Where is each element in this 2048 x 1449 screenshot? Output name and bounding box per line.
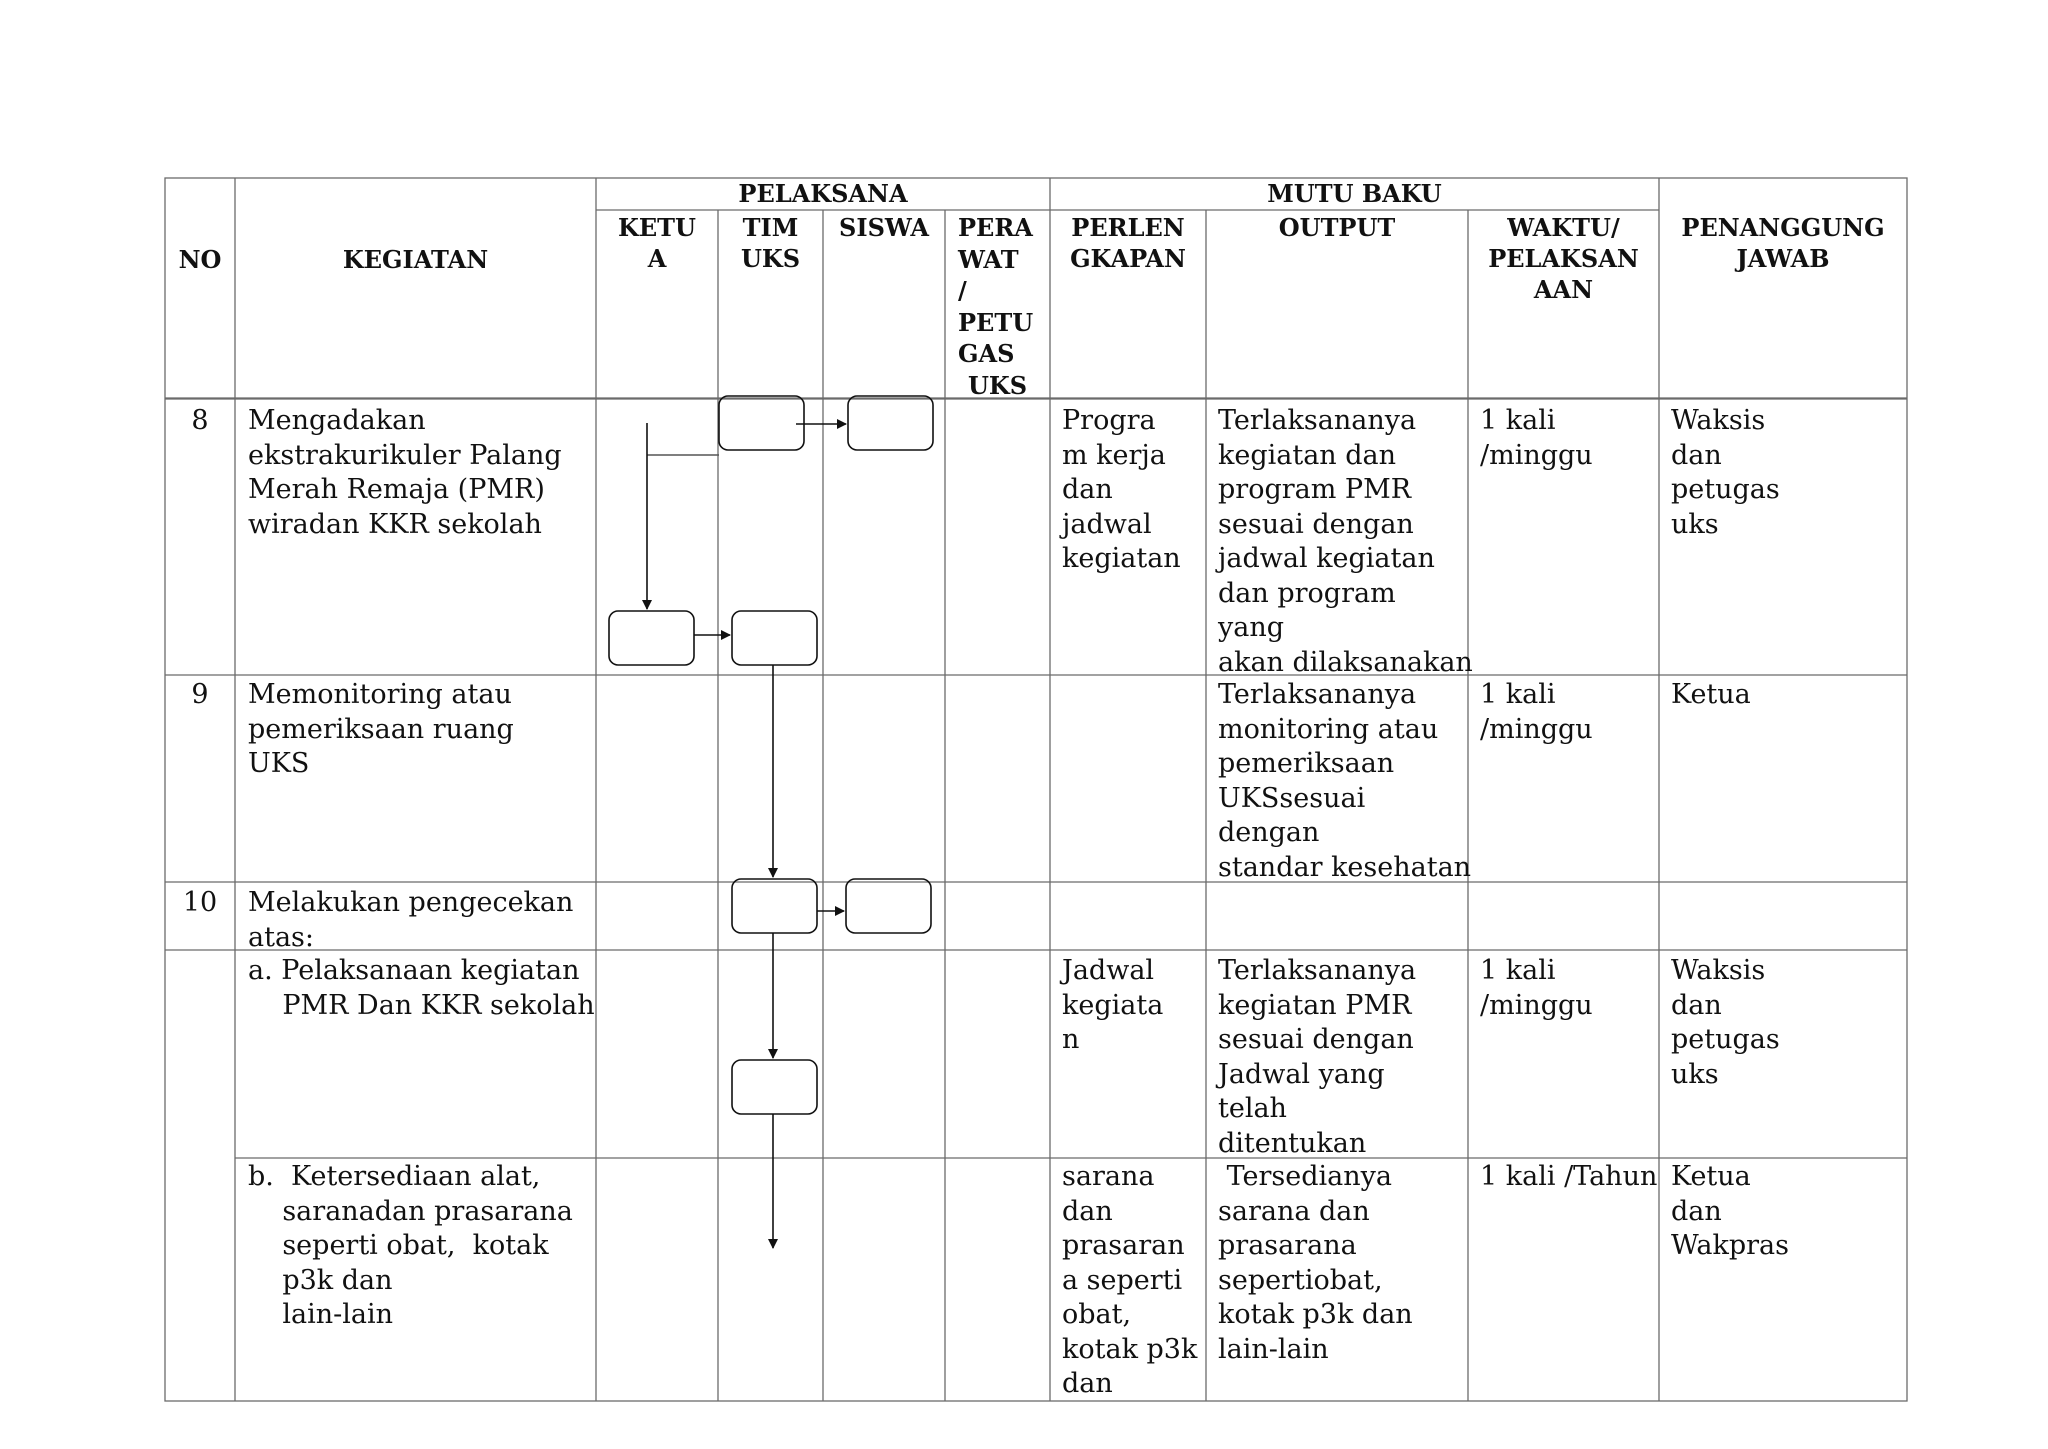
cell-kegiatan [248, 404, 593, 542]
cell-pj [1671, 404, 1901, 542]
cell-kegiatan [248, 886, 593, 955]
cell-line: prasaran [1062, 1230, 1185, 1261]
cell-line: 1 kali [1480, 679, 1556, 710]
header-pj-line: PENANGGUNG [1681, 213, 1885, 242]
header-no: NO [178, 245, 222, 274]
cell-line: a seperti [1062, 1264, 1183, 1296]
header-siswa: SISWA [839, 213, 929, 242]
cell-line: obat, [1062, 1299, 1132, 1330]
cell-line: prasarana [1218, 1230, 1357, 1261]
cell-pj [1671, 954, 1901, 1092]
cell-line: Terlaksananya [1218, 955, 1417, 986]
cell-line: Merah Remaja (PMR) [248, 474, 545, 505]
cell-line: 8 [191, 405, 209, 436]
cell-line: sesuai dengan [1218, 1024, 1414, 1055]
flow-box-tim-uks-10a [732, 1060, 817, 1114]
cell-line: dan [1062, 1368, 1113, 1399]
header-perawat-line: PERA [958, 213, 1033, 242]
header-waktu [1468, 212, 1659, 305]
cell-line: Mengadakan [248, 405, 426, 436]
cell-line: a. Pelaksanaan kegiatan [248, 955, 580, 986]
cell-line: sesuai dengan [1218, 508, 1414, 540]
cell-line: Terlaksananya [1218, 405, 1417, 436]
header-pelaksana: PELAKSANA [738, 179, 908, 208]
header-ketua-line: KETU [618, 213, 696, 242]
cell-line: Jadwal yang [1218, 1058, 1385, 1090]
cell-line: m kerja [1062, 439, 1166, 471]
cell-line: petugas [1671, 1024, 1780, 1055]
header-perlengkapan-line: GKAPAN [1070, 244, 1186, 273]
flowchart [609, 396, 933, 1248]
cell-line: uks [1671, 508, 1719, 540]
cell-line: standar kesehatan [1218, 851, 1472, 883]
cell-line: lain-lain [248, 1299, 393, 1330]
cell-output [1218, 678, 1472, 885]
cell-line: akan dilaksanakan [1218, 646, 1473, 678]
cell-line: kotak p3k [1062, 1333, 1198, 1365]
cell-line: Terlaksananya [1218, 679, 1417, 710]
cell-line: dan [1671, 1195, 1722, 1227]
cell-line: Waksis [1671, 405, 1766, 436]
cell-line: jadwal [1062, 508, 1152, 540]
cell-line: dengan [1218, 817, 1320, 848]
cell-line: dan [1671, 989, 1722, 1021]
header-perawat-line: PETU [958, 307, 1034, 337]
cell-no [165, 404, 235, 439]
flow-box-tim-uks-10 [732, 879, 817, 933]
flow-box-tim-uks-8b [732, 611, 817, 665]
cell-waktu [1480, 954, 1658, 1023]
cell-line: /minggu [1480, 439, 1593, 471]
cell-line: ditentukan [1218, 1127, 1367, 1159]
cell-line: 1 kali [1480, 955, 1556, 986]
cell-line: PMR Dan KKR sekolah [248, 989, 595, 1021]
header-ketua [596, 212, 718, 274]
cell-perlengkapan [1062, 404, 1204, 577]
header-tim-uks-line: UKS [740, 244, 801, 273]
cell-line: seperti obat, kotak [248, 1230, 549, 1261]
cell-waktu [1480, 678, 1658, 747]
header-perlengkapan [1050, 212, 1206, 274]
cell-line: UKS [248, 748, 310, 779]
cell-line: saranadan prasarana [248, 1195, 573, 1227]
header-tim-uks-line: TIM [742, 213, 799, 242]
header-waktu-line: PELAKSAN [1488, 244, 1639, 273]
cell-pj [1671, 1160, 1901, 1264]
cell-line: sepertiobat, [1218, 1264, 1383, 1296]
header-perlengkapan-line: PERLEN [1071, 213, 1185, 242]
cell-line: 1 kali [1480, 405, 1556, 436]
cell-line: uks [1671, 1058, 1719, 1090]
cell-no [165, 886, 235, 921]
header-perawat [958, 212, 1040, 402]
cell-line: n [1062, 1024, 1080, 1055]
cell-kegiatan [248, 678, 593, 782]
cell-perlengkapan [1062, 954, 1204, 1058]
cell-output [1218, 954, 1466, 1161]
cell-line: lain-lain [1218, 1333, 1329, 1365]
header-kegiatan: KEGIATAN [342, 245, 489, 274]
cell-line: /minggu [1480, 989, 1593, 1021]
cell-line: 9 [191, 679, 209, 710]
header-pj-line: JAWAB [1736, 244, 1830, 273]
cell-line: Melakukan pengecekan [248, 887, 574, 918]
cell-line: kegiata [1062, 989, 1164, 1021]
cell-line: kegiatan dan [1218, 439, 1397, 471]
cell-line: p3k dan [248, 1264, 393, 1296]
cell-line: Ketua [1671, 1161, 1751, 1192]
cell-no [165, 678, 235, 713]
cell-line: dan [1671, 439, 1722, 471]
header-perawat-line: UKS [968, 370, 1028, 400]
cell-line: dan program [1218, 577, 1396, 609]
header-perawat-line: / [958, 276, 967, 306]
cell-kegiatan [248, 1160, 593, 1333]
cell-line: jadwal kegiatan [1218, 543, 1435, 574]
cell-line: monitoring atau [1218, 713, 1439, 745]
cell-line: 10 [182, 887, 218, 918]
cell-line: ekstrakurikuler Palang [248, 439, 562, 471]
cell-line: b. Ketersediaan alat, [248, 1161, 541, 1192]
cell-line: Tersedianya [1218, 1161, 1392, 1192]
header-perawat-line: WAT [958, 244, 1019, 274]
flow-box-ketua-8 [609, 611, 694, 665]
cell-line: dan [1062, 1195, 1113, 1227]
cell-pj [1671, 678, 1901, 713]
cell-line: program PMR [1218, 474, 1412, 505]
flow-box-siswa-8 [848, 396, 933, 450]
cell-line: Progra [1062, 405, 1156, 436]
flow-box-tim-uks-8 [719, 396, 804, 450]
header-output: OUTPUT [1278, 213, 1396, 242]
header-waktu-line: WAKTU/ [1507, 213, 1620, 242]
cell-line: yang [1218, 612, 1285, 643]
cell-line: wiradan KKR sekolah [248, 508, 542, 540]
header-perawat-line: GAS [958, 339, 1015, 369]
cell-line: petugas [1671, 474, 1780, 505]
cell-line: atas: [248, 921, 314, 953]
cell-line: sarana dan [1218, 1195, 1370, 1227]
cell-output [1218, 1160, 1466, 1367]
header-penanggung-jawab [1659, 212, 1907, 274]
cell-line: Ketua [1671, 679, 1751, 710]
cell-line: 1 kali /Tahun [1480, 1161, 1658, 1192]
cell-line: telah [1218, 1093, 1287, 1124]
header-tim-uks [718, 212, 823, 274]
cell-line: kegiatan PMR [1218, 989, 1412, 1021]
header-waktu-line: AAN [1533, 275, 1594, 304]
cell-line: kegiatan [1062, 543, 1181, 574]
cell-line: pemeriksaan ruang [248, 713, 514, 745]
header-mutu-baku: MUTU BAKU [1267, 179, 1442, 208]
header-ketua-line: A [647, 244, 667, 273]
cell-kegiatan [248, 954, 593, 1023]
cell-line: Waksis [1671, 955, 1766, 986]
cell-perlengkapan [1062, 1160, 1204, 1402]
cell-line: dan [1062, 474, 1113, 505]
cell-waktu [1480, 404, 1658, 473]
cell-line: Memonitoring atau [248, 679, 512, 710]
cell-line: kotak p3k dan [1218, 1299, 1413, 1330]
cell-line: Wakpras [1671, 1230, 1790, 1261]
cell-line: /minggu [1480, 713, 1593, 745]
flow-box-siswa-10 [846, 879, 931, 933]
cell-line: pemeriksaan [1218, 748, 1395, 779]
cell-line: UKSsesuai [1218, 782, 1366, 814]
cell-output [1218, 404, 1473, 680]
cell-line: Jadwal [1062, 955, 1155, 986]
cell-line: sarana [1062, 1161, 1155, 1192]
cell-waktu [1480, 1160, 1658, 1195]
